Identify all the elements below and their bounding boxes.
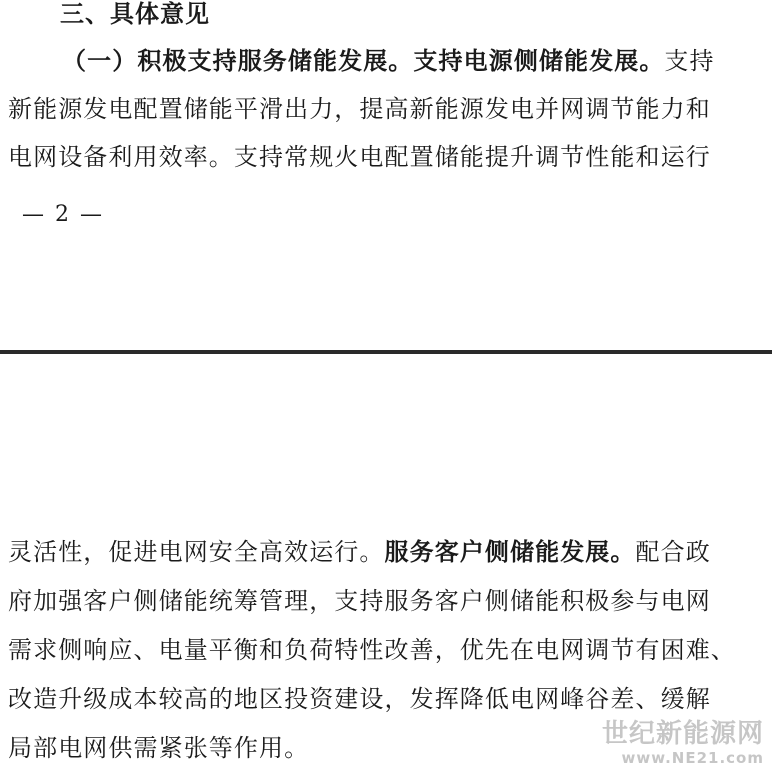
paragraph-1-line-1-text: 支持 <box>664 47 715 75</box>
page-number: — 2 — <box>22 202 104 227</box>
paragraph-2-line-1-text-a: 灵活性，促进电网安全高效运行。 <box>8 538 385 566</box>
watermark-chinese-text: 世纪新能源网 <box>601 719 764 749</box>
site-watermark <box>602 719 764 767</box>
paragraph-1-bold-heading-a: 积极支持服务储能发展。 <box>137 46 414 75</box>
paragraph-1-line-2: 新能源发电配置储能平滑出力，提高新能源发电并网调节能力和 <box>8 95 711 123</box>
paragraph-2-line-5: 局部电网供需紧张等作用。 <box>8 734 310 762</box>
document-page-lower <box>0 356 772 771</box>
paragraph-2-line-1 <box>0 536 772 568</box>
paragraph-2-line-2: 府加强客户侧储能统筹管理，支持服务客户侧储能积极参与电网 <box>8 587 711 615</box>
paragraph-1-line-3: 电网设备利用效率。支持常规火电配置储能提升调节性能和运行 <box>8 143 711 171</box>
paragraph-1-bold-heading-b: 支持电源侧储能发展。 <box>413 46 665 75</box>
page-break-divider <box>0 350 772 354</box>
paragraph-1-line-1 <box>0 45 772 77</box>
paragraph-2-line-1-text-b: 配合政 <box>635 538 711 566</box>
document-page-upper <box>0 0 772 352</box>
paragraph-2-line-4: 改造升级成本较高的地区投资建设，发挥降低电网峰谷差、缓解 <box>8 685 711 713</box>
section-heading: 三、具体意见 <box>60 0 210 28</box>
paragraph-2-line-3: 需求侧响应、电量平衡和负荷特性改善，优先在电网调节有困难、 <box>8 636 736 664</box>
paragraph-1-indent-label: （一） <box>62 46 138 75</box>
watermark-url-text: www.NE21.com <box>621 749 764 767</box>
paragraph-2-bold-heading: 服务客户侧储能发展。 <box>384 537 636 566</box>
